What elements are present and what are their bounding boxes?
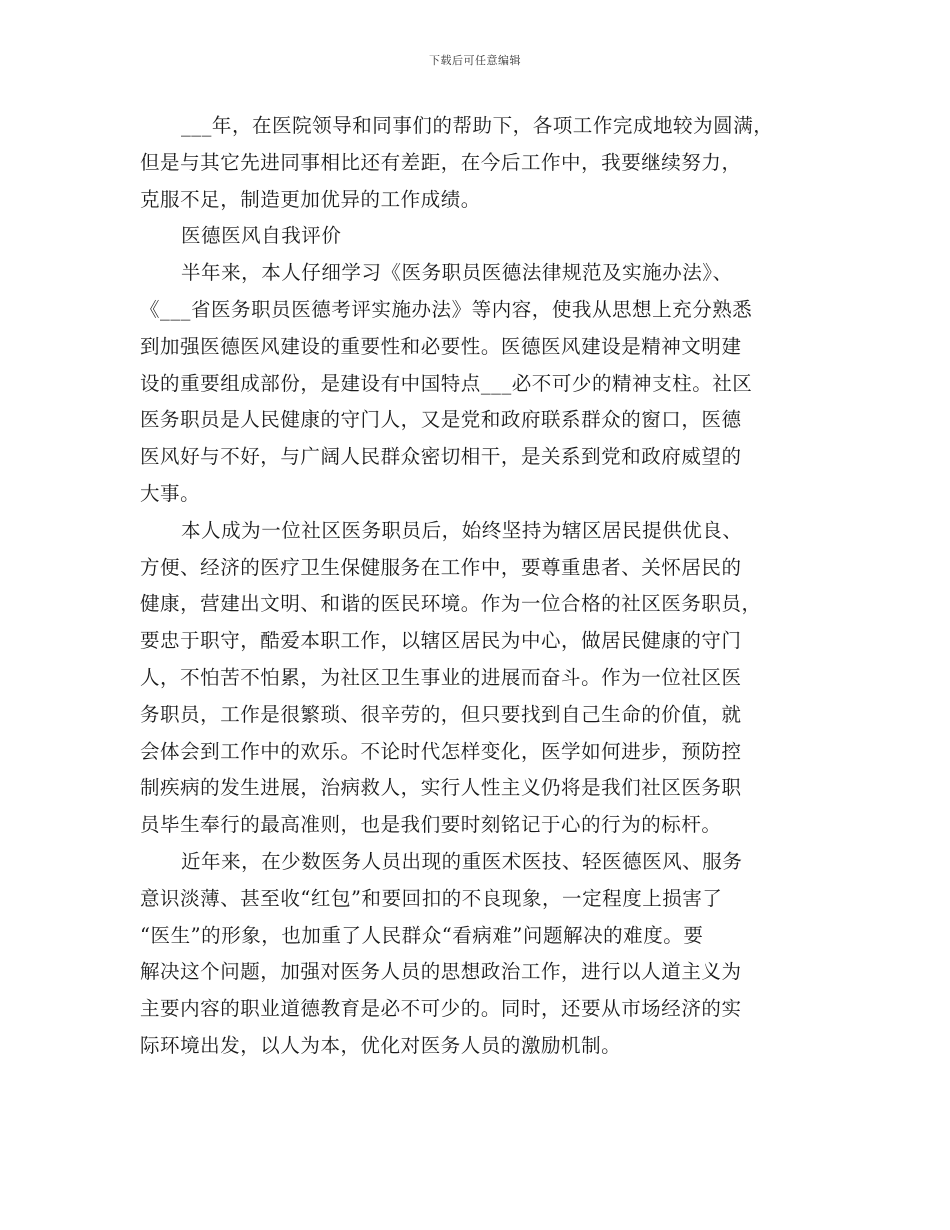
text-line: 医务职员是人民健康的守门人，又是党和政府联系群众的窗口，医德 bbox=[140, 408, 742, 432]
text-line: ___年，在医院领导和同事们的帮助下，各项工作完成地较为圆满， bbox=[181, 114, 774, 137]
text-line: 制疾病的发生进展，治病救人，实行人性主义仍将是我们社区医务职 bbox=[140, 776, 742, 800]
text-line: 务职员，工作是很繁琐、很辛劳的，但只要找到自己生命的价值，就 bbox=[140, 702, 742, 726]
section-heading: 医德医风自我评价 bbox=[181, 224, 342, 248]
text-line: 际环境出发，以人为本，优化对医务人员的激励机制。 bbox=[140, 1033, 622, 1057]
text-line: 但是与其它先进同事相比还有差距，在今后工作中，我要继续努力， bbox=[140, 150, 742, 174]
text-line: 解决这个问题，加强对医务人员的思想政治工作，进行以人道主义为 bbox=[140, 960, 742, 984]
text-line: 近年来，在少数医务人员出现的重医术医技、轻医德医风、服务 bbox=[181, 849, 743, 873]
text-line: 本人成为一位社区医务职员后，始终坚持为辖区居民提供优良、 bbox=[181, 518, 743, 542]
text-line: 克服不足，制造更加优异的工作成绩。 bbox=[140, 187, 481, 211]
text-line: “医生”的形象，也加重了人民群众“看病难”问题解决的难度。要 bbox=[140, 923, 704, 947]
text-line: 《___省医务职员医德考评实施办法》等内容，使我从思想上充分熟悉 bbox=[140, 297, 753, 321]
text-line: 到加强医德医风建设的重要性和必要性。医德医风建设是精神文明建 bbox=[140, 334, 742, 358]
text-line: 主要内容的职业道德教育是必不可少的。同时，还要从市场经济的实 bbox=[140, 997, 742, 1021]
page-header: 下载后可任意编辑 bbox=[429, 54, 521, 67]
text-line: 健康，营建出文明、和谐的医民环境。作为一位合格的社区医务职员， bbox=[140, 592, 762, 616]
text-line: 员毕生奉行的最高准则，也是我们要时刻铭记于心的行为的标杆。 bbox=[140, 813, 722, 837]
text-line: 大事。 bbox=[140, 481, 201, 505]
text-line: 半年来，本人仔细学习《医务职员医德法律规范及实施办法》、 bbox=[181, 261, 733, 285]
text-line: 医风好与不好，与广阔人民群众密切相干，是关系到党和政府威望的 bbox=[140, 445, 742, 469]
text-line: 要忠于职守，酷爱本职工作，以辖区居民为中心，做居民健康的守门 bbox=[140, 629, 742, 653]
text-line: 设的重要组成部份，是建设有中国特点___必不可少的精神支柱。社区 bbox=[140, 371, 753, 395]
text-line: 人，不怕苦不怕累，为社区卫生事业的进展而奋斗。作为一位社区医 bbox=[140, 665, 742, 689]
document-body bbox=[140, 108, 820, 1065]
text-line: 意识淡薄、甚至收“红包”和要回扣的不良现象，一定程度上损害了 bbox=[140, 886, 723, 910]
text-line: 方便、经济的医疗卫生保健服务在工作中，要尊重患者、关怀居民的 bbox=[140, 555, 742, 579]
text-line: 会体会到工作中的欢乐。不论时代怎样变化，医学如何进步，预防控 bbox=[140, 739, 742, 763]
